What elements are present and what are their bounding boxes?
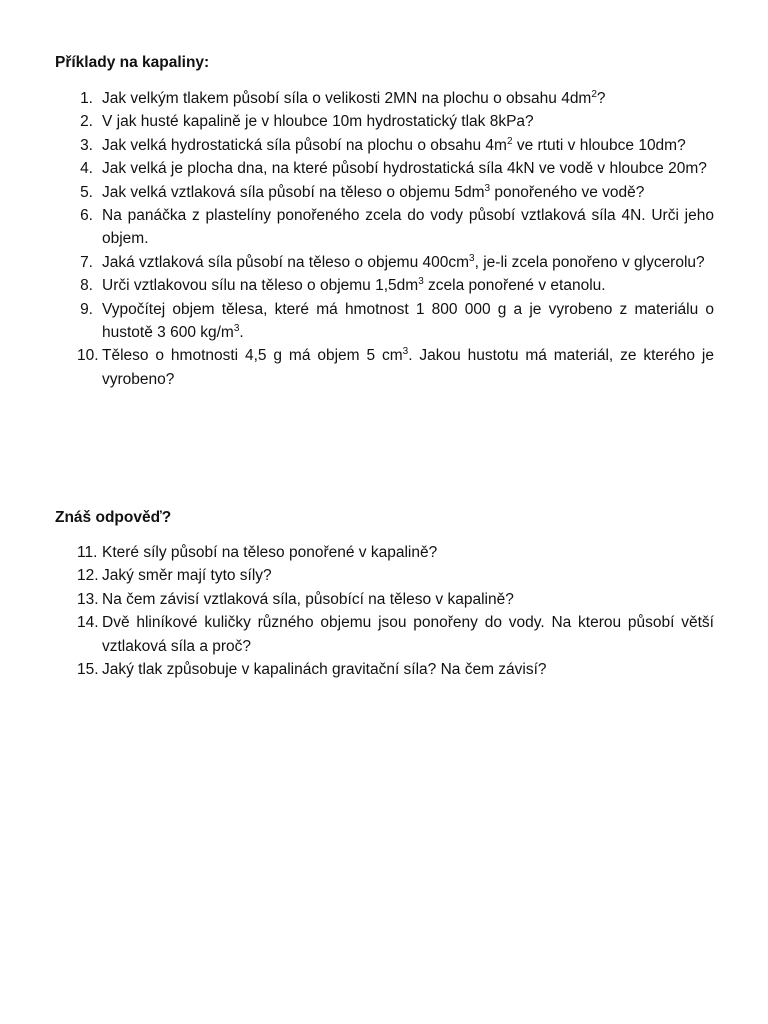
item-number: 10. [77,347,99,365]
item-text: Urči vztlakovou sílu na těleso o objemu 1,5dm [102,277,419,295]
item-text: Jak velká vztlaková síla působí na těleso o objemu 5dm [102,183,485,201]
section-heading-questions: Znáš odpověď? [55,509,172,526]
superscript: 3 [418,276,424,288]
list-item [55,87,714,110]
item-number: 14. [77,614,99,632]
item-text: Jaký tlak způsobuje v kapalinách gravitační síla? Na čem závisí? [102,661,547,679]
item-text: Těleso o hmotnosti 4,5 g má objem 5 cm [102,347,403,365]
item-text: ? [596,90,606,107]
list-item [55,344,714,391]
list-item [55,110,714,133]
item-number: 6. [80,207,93,225]
item-text: Vypočítej objem tělesa, které má hmotnost 1 800 000 g a je vyrobeno z materiálu o hustotě 3 600 kg/m [102,300,714,342]
section-heading-examples: Příklady na kapaliny: [55,54,210,71]
superscript: 3 [469,252,475,264]
list-item [55,204,714,251]
item-text: Dvě hliníkové kuličky různého objemu jsou ponořeny do vody. Na kterou působí větší vztlaková síla a proč? [102,614,714,655]
item-number: 5. [80,183,93,201]
item-number: 3. [80,136,93,154]
questions-list [55,541,714,681]
list-item [55,298,714,345]
item-number: 8. [80,277,93,295]
item-number: 4. [80,160,93,178]
examples-list [55,87,714,391]
list-item [55,181,714,204]
list-item [55,564,714,587]
list-item [55,274,714,297]
list-item [55,251,714,274]
item-text: Na panáčka z plastelíny ponořeného zcela do vody působí vztlaková síla 4N. Urči jeho objem. [102,207,714,248]
list-item [55,611,714,658]
list-item [55,588,714,611]
item-text: ve rtuti v hloubce 10dm? [512,136,686,154]
item-text: Které síly působí na těleso ponořené v kapalině? [102,544,438,561]
item-text: Jak velkým tlakem působí síla o velikosti 2MN na plochu o obsahu 4dm [102,90,592,107]
item-number: 7. [80,253,93,271]
item-text: Jaký směr mají tyto síly? [102,567,272,585]
item-text: Jak velká hydrostatická síla působí na plochu o obsahu 4m [102,136,507,154]
list-item [55,541,714,564]
item-text: . Jakou hustotu má materiál, ze kterého je vyrobeno? [102,347,714,388]
superscript: 3 [484,182,491,194]
item-number: 12. [77,567,99,585]
superscript: 2 [506,135,513,147]
item-text: Jaká vztlaková síla působí na těleso o objemu 400cm [102,253,470,271]
item-number: 15. [77,661,99,679]
superscript: 2 [591,89,597,100]
item-number: 1. [80,90,93,107]
list-item [55,157,714,180]
list-item [55,658,714,681]
item-number: 13. [77,590,99,608]
item-text: ponořeného ve vodě? [490,183,645,201]
list-item [55,134,714,157]
item-text: Jak velká je plocha dna, na které působí hydrostatická síla 4kN ve vodě v hloubce 20m? [102,160,707,178]
item-text: zcela ponořené v etanolu. [423,277,606,295]
item-number: 11. [77,544,98,561]
item-text: V jak husté kapalině je v hloubce 10m hydrostatický tlak 8kPa? [102,113,534,131]
item-number: 9. [80,300,93,318]
superscript: 3 [233,323,240,335]
item-text: . [239,324,244,342]
item-text: Na čem závisí vztlaková síla, působící na těleso v kapalině? [102,590,514,608]
superscript: 3 [402,346,409,358]
item-number: 2. [80,113,93,131]
item-text: , je-li zcela ponořeno v glycerolu? [474,253,705,271]
